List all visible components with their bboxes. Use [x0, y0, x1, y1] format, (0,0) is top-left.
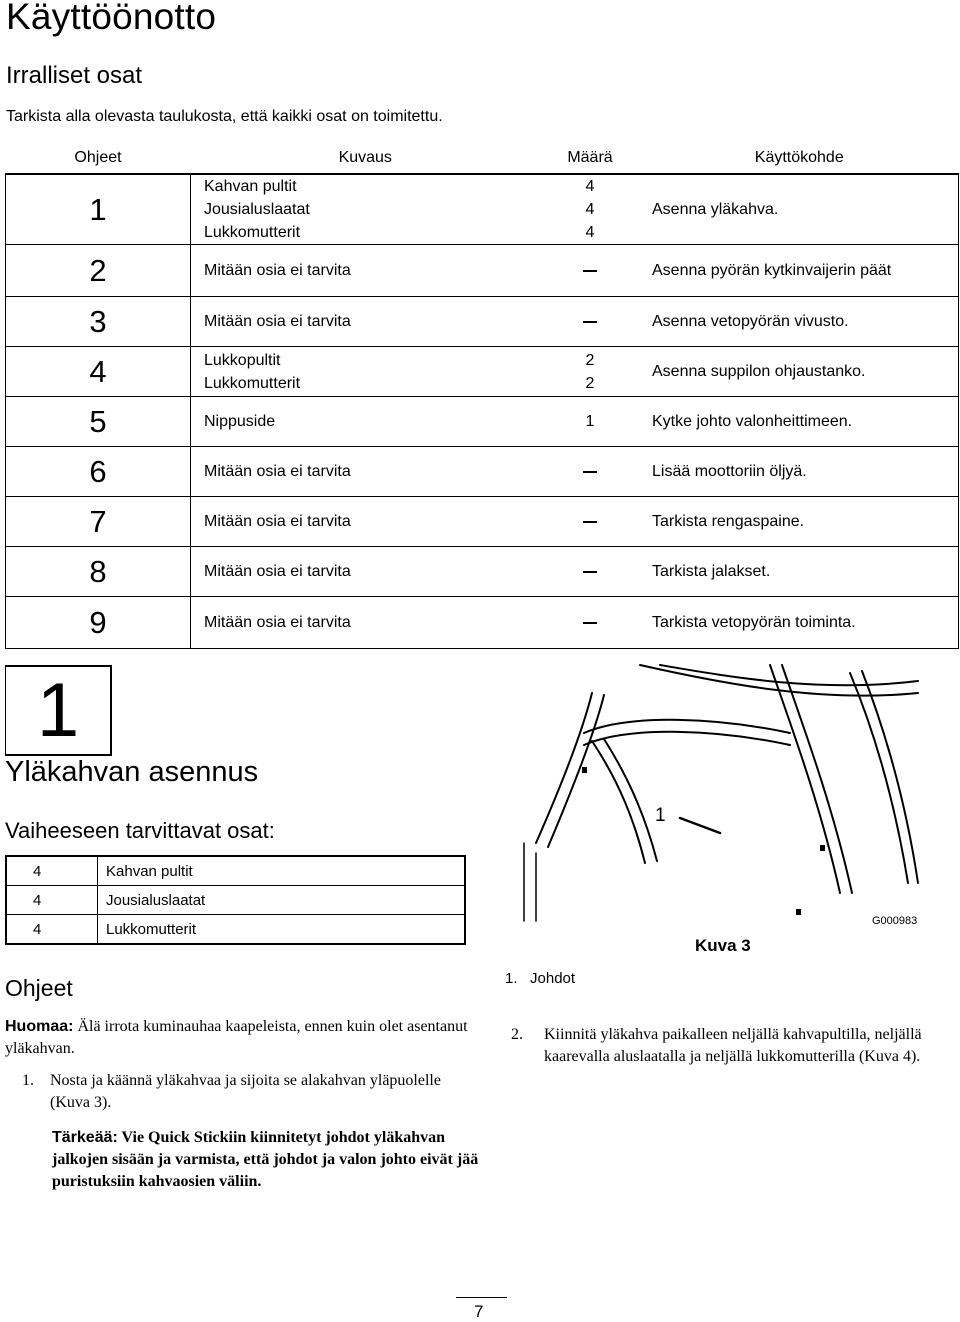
dash-mark [583, 270, 597, 272]
page-number-rule [456, 1297, 507, 1298]
handle-assembly-drawing-icon [520, 663, 920, 923]
usage-cell: Asenna pyörän kytkinvaijerin päät [640, 245, 959, 297]
step-cell: 2 [6, 245, 191, 297]
page-number: 7 [474, 1302, 484, 1321]
quantity-cell [540, 397, 640, 447]
list-item [6, 856, 465, 886]
quantity-cell [540, 245, 640, 297]
description-line: Lukkomutterit [204, 374, 301, 392]
quantity-line [540, 510, 640, 533]
step-cell: 7 [6, 497, 191, 547]
step-number: 1. [22, 1072, 34, 1089]
usage-cell: Kytke johto valonheittimeen. [640, 397, 959, 447]
quantity-line [540, 259, 640, 282]
part-name: Lukkomutterit [98, 915, 466, 945]
step-heading: Yläkahvan asennus [5, 756, 259, 788]
instructions-heading: Ohjeet [5, 975, 73, 1001]
description-line: Lukkopultit [204, 351, 281, 369]
step-cell: 6 [6, 447, 191, 497]
table-row [6, 497, 959, 547]
quantity-cell [540, 497, 640, 547]
usage-cell: Asenna yläkahva. [640, 174, 959, 245]
table-row [6, 597, 959, 649]
quantity-line: 2 [585, 351, 595, 369]
description-cell [191, 447, 541, 497]
step-cell: 5 [6, 397, 191, 447]
important-label: Tärkeää: [52, 1129, 118, 1146]
quantity-cell [540, 297, 640, 347]
note-paragraph [5, 1016, 475, 1060]
description-cell [191, 597, 541, 649]
usage-cell: Asenna suppilon ohjaustanko. [640, 347, 959, 397]
header-kuvaus: Kuvaus [191, 143, 541, 174]
header-ohjeet: Ohjeet [6, 143, 191, 174]
dash-mark [583, 471, 597, 473]
description-line: Jousialuslaatat [204, 201, 310, 218]
quantity-line [540, 611, 640, 634]
quantity-cell [540, 447, 640, 497]
quantity-cell [540, 347, 640, 397]
description-cell [191, 297, 541, 347]
dash-mark [583, 571, 597, 573]
quantity-line: 4 [585, 224, 595, 241]
usage-cell: Tarkista rengaspaine. [640, 497, 959, 547]
intro-text: Tarkista alla olevasta taulukosta, että kaikki osat on toimitettu. [6, 108, 443, 125]
description-line: Lukkomutterit [204, 224, 301, 241]
step-cell: 1 [6, 174, 191, 245]
description-line: Mitään osia ei tarvita [204, 463, 351, 480]
required-parts-table [5, 855, 466, 945]
quantity-cell [540, 547, 640, 597]
dash-mark [583, 321, 597, 323]
quantity-line: 4 [585, 201, 595, 218]
header-maara: Määrä [540, 143, 640, 174]
description-cell [191, 497, 541, 547]
quantity-line [540, 310, 640, 333]
quantity-line [540, 560, 640, 583]
step-text: Kiinnitä yläkahva paikalleen neljällä kahvapultilla, neljällä kaarevalla aluslaatalla ja neljällä lukkomutterilla (Kuva 4). [544, 1026, 922, 1065]
quantity-line: 2 [585, 374, 595, 392]
dash-mark [583, 622, 597, 624]
description-cell [191, 174, 541, 245]
step-cell: 8 [6, 547, 191, 597]
instruction-step-2 [511, 1024, 959, 1068]
quantity-cell [540, 597, 640, 649]
list-item [6, 886, 465, 915]
description-line: Mitään osia ei tarvita [204, 313, 351, 330]
list-item [6, 915, 465, 945]
parts-table [5, 143, 959, 649]
step-number: 2. [511, 1026, 523, 1043]
usage-cell: Tarkista jalakset. [640, 547, 959, 597]
description-line: Mitään osia ei tarvita [204, 614, 351, 631]
note-label: Huomaa: [5, 1018, 74, 1035]
description-cell [191, 547, 541, 597]
step-cell: 3 [6, 297, 191, 347]
part-qty: 4 [6, 856, 98, 886]
step-cell: 9 [6, 597, 191, 649]
step-number-box: 1 [5, 665, 112, 756]
dash-mark [583, 521, 597, 523]
part-qty: 4 [6, 886, 98, 915]
step-cell: 4 [6, 347, 191, 397]
description-line: Nippuside [204, 413, 276, 430]
part-qty: 4 [6, 915, 98, 945]
page-title: Käyttöönotto [6, 0, 217, 37]
figure-callout: 1 [655, 805, 666, 826]
section-subtitle: Irralliset osat [6, 62, 143, 89]
figure-code: G000983 [872, 915, 918, 927]
table-row [6, 347, 959, 397]
figure-legend-item: 1. Johdot [505, 970, 576, 987]
quantity-cell [540, 174, 640, 245]
table-row [6, 297, 959, 347]
table-row [6, 447, 959, 497]
note-text: Älä irrota kuminauhaa kaapeleista, ennen kuin olet asentanut yläkahvan. [5, 1018, 468, 1057]
quantity-line [540, 460, 640, 483]
header-kayttokohde: Käyttökohde [640, 143, 959, 174]
quantity-line: 1 [585, 413, 595, 430]
quantity-line: 4 [585, 178, 595, 195]
usage-cell: Asenna vetopyörän vivusto. [640, 297, 959, 347]
table-row [6, 174, 959, 245]
description-line: Kahvan pultit [204, 178, 297, 195]
table-row [6, 397, 959, 447]
part-name: Jousialuslaatat [98, 886, 466, 915]
table-row [6, 547, 959, 597]
step-text: Nosta ja käännä yläkahvaa ja sijoita se alakahvan yläpuolelle (Kuva 3). [50, 1072, 441, 1111]
important-paragraph [52, 1127, 482, 1193]
usage-cell: Tarkista vetopyörän toiminta. [640, 597, 959, 649]
table-row [6, 245, 959, 297]
table-header-row [6, 143, 959, 174]
description-cell [191, 397, 541, 447]
description-line: Mitään osia ei tarvita [204, 513, 351, 530]
instruction-step-1 [22, 1070, 462, 1114]
figure-caption: Kuva 3 [695, 936, 751, 955]
description-cell [191, 347, 541, 397]
usage-cell: Lisää moottoriin öljyä. [640, 447, 959, 497]
part-name: Kahvan pultit [98, 856, 466, 886]
description-cell [191, 245, 541, 297]
description-line: Mitään osia ei tarvita [204, 563, 351, 580]
important-text: Vie Quick Stickiin kiinnitetyt johdot yläkahvan jalkojen sisään ja varmista, että johdot ja valon johto eivät jää puristuksiin kahvaosien väliin. [52, 1129, 479, 1190]
parts-heading: Vaiheeseen tarvittavat osat: [5, 818, 275, 843]
description-line: Mitään osia ei tarvita [204, 262, 351, 279]
